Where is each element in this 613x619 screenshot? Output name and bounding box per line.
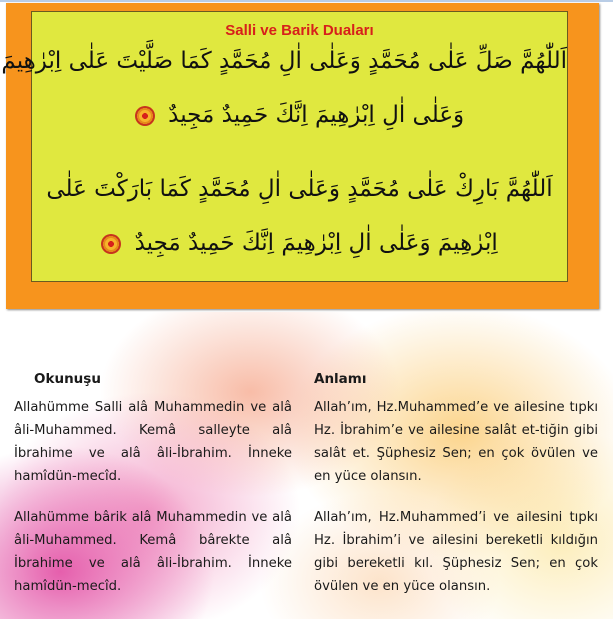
ayah-rosette-icon [135, 106, 155, 126]
arabic-line-4 [32, 230, 567, 256]
arabic-line-4-text: اِبْرٰهِيمَ وَعَلٰى اٰلِ اِبْرٰهِيمَ اِنَّكَ حَمِيدٌ مَجِيدٌ [134, 230, 498, 256]
anlami-paragraph-1: Allah’ım, Hz.Muhammed’e ve ailesine tıpkı Hz. İbrahim’e ve ailesine salât et-tiğin gibi salât et. Şüphesiz Sen; en çok övülen ve en yüce olansın. [314, 400, 598, 484]
ayah-rosette-icon [101, 234, 121, 254]
prayer-card-frame [1, 3, 599, 309]
arabic-line-2-text: وَعَلٰى اٰلِ اِبْرٰهِيمَ اِنَّكَ حَمِيدٌ مَجِيدٌ [168, 102, 465, 128]
okunusu-column [14, 368, 292, 616]
okunusu-heading: Okunuşu [34, 371, 101, 387]
anlami-column [314, 368, 598, 616]
anlami-heading: Anlamı [314, 371, 367, 387]
card-title: Salli ve Barik Duaları [225, 22, 374, 39]
okunusu-paragraph-2: Allahümme bârik alâ Muhammedin ve alâ âli-Muhammed. Kemâ bârekte alâ İbrahime ve alâ âli-İbrahim. İnneke hamîdün-mecîd. [14, 510, 292, 594]
prayer-card-panel [1, 11, 568, 282]
arabic-line-3: اَللّٰهُمَّ بَارِكْ عَلٰى مُحَمَّدٍ وَعَلٰى اٰلِ مُحَمَّدٍ كَمَا بَارَكْتَ عَلٰى [46, 176, 553, 202]
arabic-line-2 [32, 102, 567, 128]
okunusu-paragraph-1: Allahümme Salli alâ Muhammedin ve alâ âli-Muhammed. Kemâ salleyte alâ İbrahime ve alâ âli-İbrahim. İnneke hamîdün-mecîd. [14, 400, 292, 484]
top-border [0, 0, 613, 2]
anlami-paragraph-2: Allah’ım, Hz.Muhammed’i ve ailesini tıpkı Hz. İbrahim’i ve ailesini bereketli kıldığın gibi bereketli kıl. Şüphesiz Sen; en çok övülen ve en yüce olansın. [314, 510, 598, 594]
arabic-line-1: اَللّٰهُمَّ صَلِّ عَلٰى مُحَمَّدٍ وَعَلٰى اٰلِ مُحَمَّدٍ كَمَا صَلَّيْتَ عَلٰى اِبْرٰهِيمَ [1, 48, 567, 74]
